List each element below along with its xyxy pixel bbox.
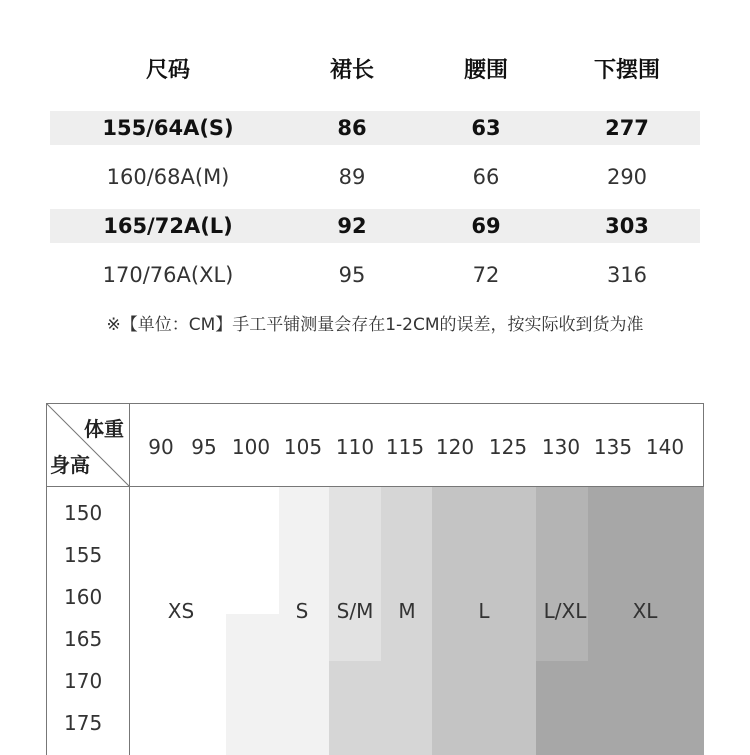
hem-cell: 290 (606, 165, 648, 189)
zone-label-sm: S/M (336, 599, 374, 623)
length-cell: 92 (337, 214, 367, 238)
weight-label: 110 (335, 435, 375, 459)
weight-label: 105 (283, 435, 323, 459)
zone-label-l: L (478, 599, 490, 623)
zone-block-sm-lower (329, 661, 381, 755)
zone-label-lxl: L/XL (543, 599, 587, 623)
measurement-note: ※【单位：CM】手工平铺测量会存在1-2CM的误差，按实际收到货为准 (106, 315, 644, 335)
weight-label: 95 (191, 435, 217, 459)
size-cell: 170/76A(XL) (102, 263, 234, 287)
table-row (50, 111, 700, 145)
weight-label: 135 (593, 435, 633, 459)
waist-cell: 66 (472, 165, 500, 189)
header-hem: 下摆围 (593, 57, 660, 83)
size-recommendation-chart (46, 403, 704, 755)
weight-label: 120 (435, 435, 475, 459)
height-label: 150 (64, 501, 103, 525)
height-label: 155 (64, 543, 103, 567)
height-label: 175 (64, 711, 103, 735)
size-table (50, 40, 700, 292)
height-label: 165 (64, 627, 103, 651)
weight-label: 125 (488, 435, 528, 459)
weight-label: 100 (231, 435, 271, 459)
table-row (50, 209, 700, 243)
zone-block-lxl-lower (536, 661, 588, 755)
chart-border-right (703, 403, 704, 486)
corner-label-height: 身高 (50, 453, 90, 477)
size-cell: 160/68A(M) (106, 165, 230, 189)
corner-label-weight: 体重 (84, 417, 124, 441)
weight-label: 115 (385, 435, 425, 459)
table-row (50, 258, 700, 292)
header-skirt-length: 裙长 (329, 57, 374, 83)
waist-cell: 63 (471, 116, 501, 140)
size-table-header (50, 40, 700, 96)
zone-label-m: M (398, 599, 416, 623)
zone-label-xl: XL (632, 599, 658, 623)
chart-header-divider (46, 486, 704, 487)
weight-label: 130 (541, 435, 581, 459)
length-cell: 95 (338, 263, 366, 287)
hem-cell: 316 (606, 263, 648, 287)
table-row (50, 160, 700, 194)
hem-cell: 277 (605, 116, 649, 140)
length-cell: 89 (338, 165, 366, 189)
length-cell: 86 (337, 116, 367, 140)
waist-cell: 69 (471, 214, 501, 238)
zone-label-xs: XS (167, 599, 195, 623)
waist-cell: 72 (472, 263, 500, 287)
height-label: 170 (64, 669, 103, 693)
size-cell: 155/64A(S) (102, 116, 234, 140)
height-label: 160 (64, 585, 103, 609)
zone-block-s-lower (226, 614, 279, 755)
weight-label: 90 (148, 435, 174, 459)
header-size: 尺码 (145, 57, 190, 83)
weight-label: 140 (645, 435, 685, 459)
chart-border-top (46, 403, 704, 404)
size-cell: 165/72A(L) (103, 214, 233, 238)
zone-label-s: S (295, 599, 309, 623)
hem-cell: 303 (605, 214, 649, 238)
header-waist: 腰围 (463, 57, 508, 83)
